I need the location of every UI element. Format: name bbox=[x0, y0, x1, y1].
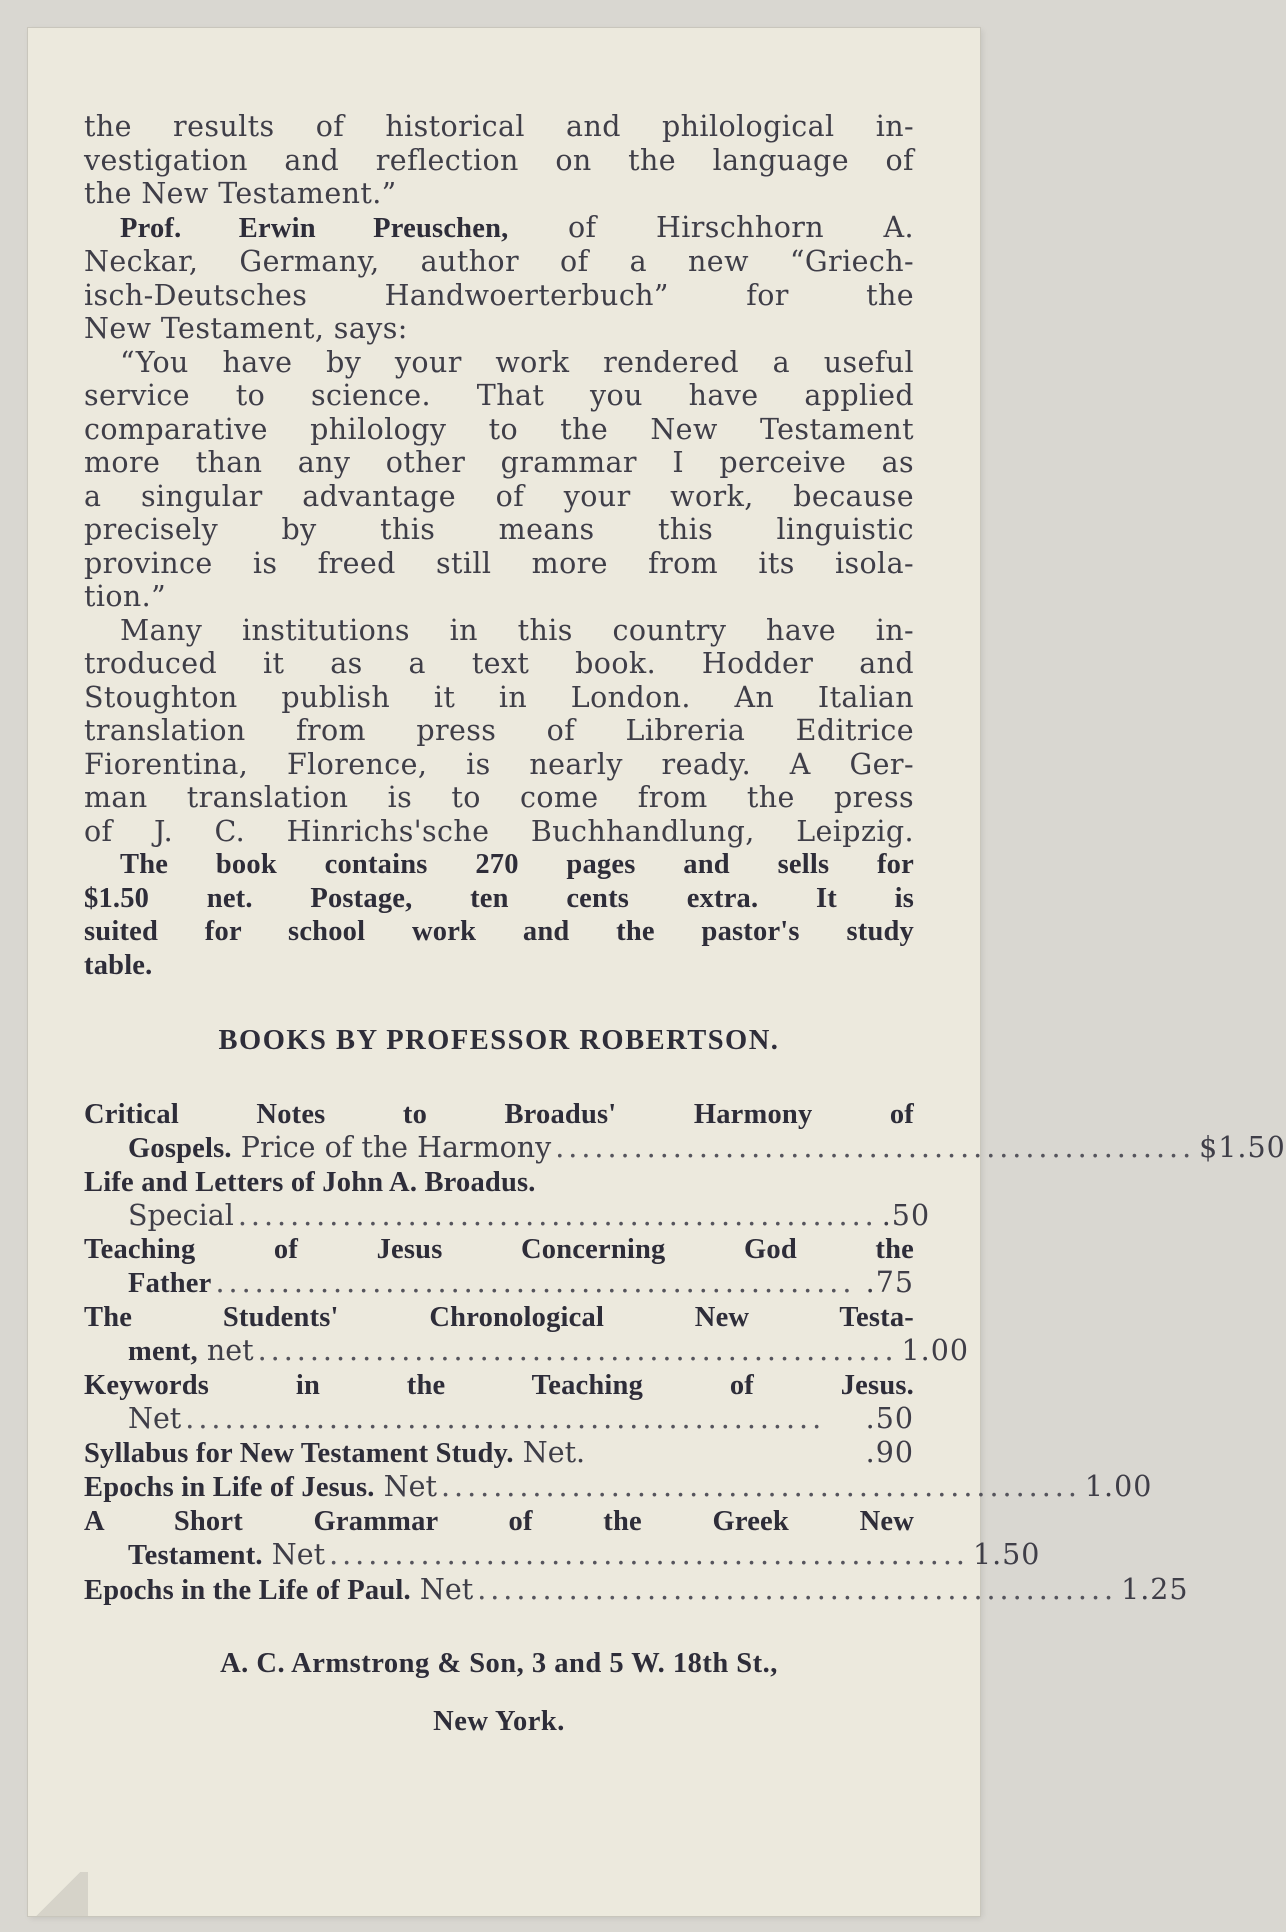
book-entry: Gospels. Price of the Harmony ................................................. $1.50 bbox=[128, 1131, 1286, 1164]
book-price: .50 bbox=[881, 1199, 931, 1232]
leader-dots: ................................................. bbox=[555, 1131, 1196, 1164]
book-title: Critical Notes to Broadus' Harmony of bbox=[84, 1098, 914, 1130]
book-price: 1.00 bbox=[901, 1334, 969, 1367]
text-line: province is freed still more from its isola- bbox=[84, 546, 914, 580]
leader-dots: ................................................. bbox=[215, 1266, 856, 1299]
text-line: Stoughton publish it in London. An Italian bbox=[84, 680, 914, 714]
text-line: service to science. That you have applied bbox=[84, 379, 914, 412]
book-entry: Father ................................................. .75 bbox=[128, 1266, 914, 1299]
text-line: more than any other grammar I perceive as bbox=[84, 446, 914, 479]
text-line: Fiorentina, Florence, is nearly ready. A Ger- bbox=[84, 747, 914, 781]
book-price: $1.50 bbox=[1199, 1131, 1286, 1164]
document-body bbox=[84, 110, 1286, 1738]
text-line: comparative philology to the New Testament bbox=[84, 412, 914, 446]
text-line: isch-Deutsches Handwoerterbuch” for the bbox=[84, 278, 914, 312]
book-title: Keywords in the Teaching of Jesus. bbox=[84, 1369, 914, 1401]
text-line: precisely by this means this linguistic bbox=[84, 513, 914, 546]
book-info-line: suited for school work and the pastor's study bbox=[84, 916, 914, 947]
author-name: Prof. Erwin Preuschen, bbox=[120, 212, 509, 244]
leader-dots: ................................................. bbox=[440, 1470, 1081, 1503]
text-line: man translation is to come from the press bbox=[84, 781, 914, 814]
leader-dots: ................................................. bbox=[185, 1402, 826, 1435]
text-line: Neckar, Germany, author of a new “Griech- bbox=[84, 245, 914, 278]
text-line: New Testament, says: bbox=[84, 312, 408, 345]
books-heading: BOOKS BY PROFESSOR ROBERTSON. bbox=[218, 1025, 780, 1056]
book-info-line: $1.50 net. Postage, ten cents extra. It is bbox=[84, 882, 914, 914]
publisher-address: A. C. Armstrong & Son, 3 and 5 W. 18th St., bbox=[220, 1648, 778, 1679]
book-price: 1.50 bbox=[972, 1538, 1041, 1571]
text-line: translation from press of Libreria Editrice bbox=[84, 714, 914, 747]
publisher-city: New York. bbox=[433, 1705, 565, 1737]
book-entry: Syllabus for New Testament Study. Net. .90 bbox=[84, 1435, 914, 1469]
book-price: 1.00 bbox=[1084, 1470, 1153, 1503]
book-price: .75 bbox=[865, 1266, 914, 1299]
text-line: Prof. Erwin Preuschen, of Hirschhorn A. bbox=[120, 210, 914, 244]
book-entry: Special ................................................. .50 bbox=[128, 1199, 931, 1232]
text-line: vestigation and reflection on the language of bbox=[84, 143, 914, 177]
text-line: the New Testament.” bbox=[84, 177, 397, 210]
book-info-line: The book contains 270 pages and sells for bbox=[120, 849, 914, 880]
book-title: Teaching of Jesus Concerning God the bbox=[84, 1233, 914, 1265]
leader-dots: ................................................. bbox=[257, 1334, 898, 1367]
book-info-line: table. bbox=[84, 949, 153, 981]
book-price: .50 bbox=[865, 1402, 914, 1435]
text-line: of J. C. Hinrichs'sche Buchhandlung, Leipzig. bbox=[84, 814, 914, 848]
book-price: 1.25 bbox=[1121, 1572, 1189, 1606]
book-entry: Net ................................................. .50 bbox=[128, 1402, 914, 1435]
leader-dots: ................................................. bbox=[329, 1538, 969, 1571]
text-line: the results of historical and philological in- bbox=[84, 110, 914, 143]
text-line: Many institutions in this country have in- bbox=[120, 613, 914, 647]
folded-corner bbox=[28, 1872, 88, 1916]
text-line: a singular advantage of your work, because bbox=[84, 479, 914, 513]
book-entry: ment, net ................................................. 1.00 bbox=[128, 1334, 969, 1367]
book-title: The Students' Chronological New Testa- bbox=[84, 1301, 914, 1333]
leader-dots: ................................................. bbox=[477, 1572, 1118, 1606]
book-title: A Short Grammar of the Greek New bbox=[84, 1505, 914, 1537]
book-title: Life and Letters of John A. Broadus. bbox=[84, 1166, 536, 1198]
text-line: tion.” bbox=[84, 580, 167, 613]
book-entry: Epochs in Life of Jesus. Net ................................................. 1.00 bbox=[84, 1470, 1153, 1503]
text-line: “You have by your work rendered a useful bbox=[120, 345, 914, 379]
text-line: troduced it as a text book. Hodder and bbox=[84, 647, 914, 680]
book-entry: Testament. Net ................................................. 1.50 bbox=[128, 1538, 1041, 1571]
book-entry: Epochs in the Life of Paul. Net ................................................. 1.25 bbox=[84, 1572, 1189, 1606]
book-price: .90 bbox=[865, 1435, 914, 1469]
leader-dots: ................................................. bbox=[237, 1199, 878, 1232]
